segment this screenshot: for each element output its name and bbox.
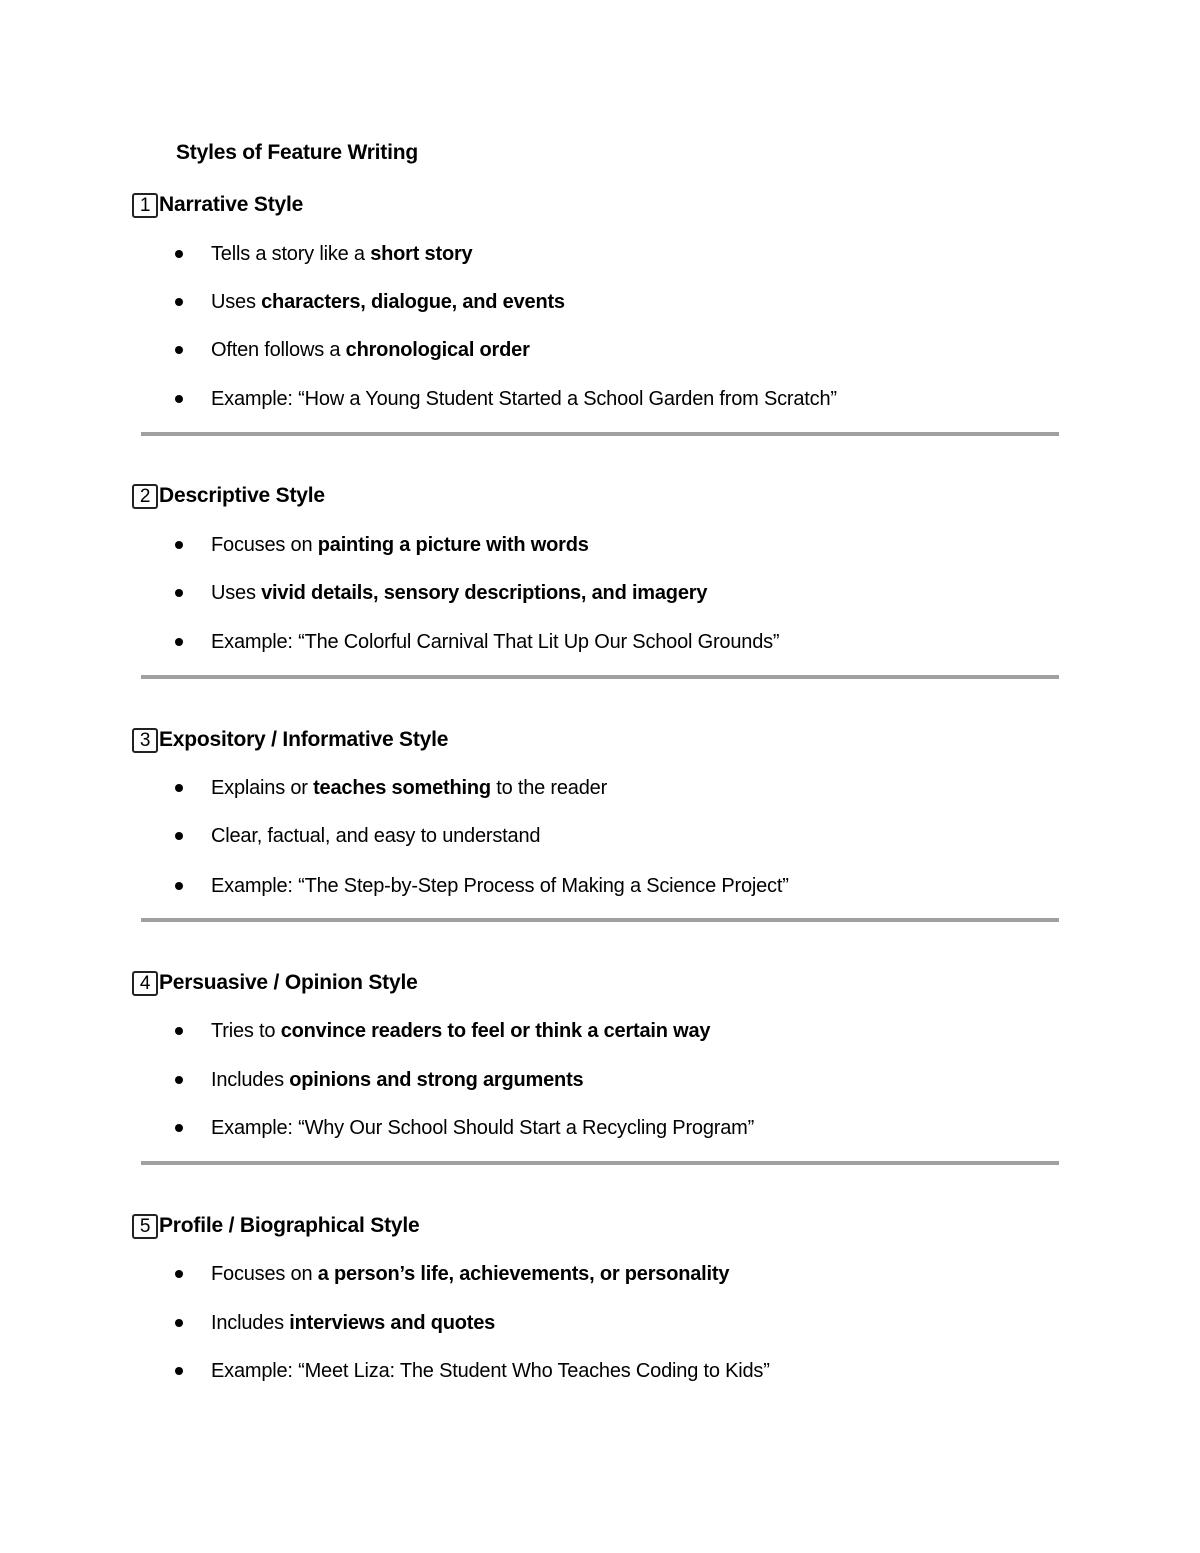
bullet-icon [175, 882, 183, 890]
section-heading-label: Profile / Biographical Style [159, 1214, 420, 1237]
section-number-badge: 2 [132, 484, 158, 509]
section-heading [132, 482, 325, 510]
section-heading [132, 1212, 419, 1240]
horizontal-divider [141, 918, 1059, 922]
section-number-badge: 3 [132, 728, 158, 753]
bullet-icon [175, 832, 183, 840]
section-heading [132, 191, 303, 219]
section-heading-label: Narrative Style [159, 193, 304, 216]
horizontal-divider [141, 432, 1059, 436]
section-heading-label: Persuasive / Opinion Style [159, 971, 418, 994]
horizontal-divider [141, 675, 1059, 679]
bullet-icon [175, 638, 183, 646]
bullet-icon [175, 1076, 183, 1084]
section-heading [132, 726, 448, 754]
bullet-icon [175, 250, 183, 258]
bullet-icon [175, 784, 183, 792]
horizontal-divider [141, 1161, 1059, 1165]
page-title: Styles of Feature Writing [176, 141, 418, 164]
section-heading-label: Descriptive Style [159, 484, 325, 507]
bullet-icon [175, 1367, 183, 1375]
bullet-icon [175, 298, 183, 306]
bullet-icon [175, 589, 183, 597]
section-heading [132, 969, 418, 997]
bullet-icon [175, 1124, 183, 1132]
bullet-icon [175, 1027, 183, 1035]
section-number-badge: 1 [132, 193, 158, 218]
bullet-icon [175, 1319, 183, 1327]
section-number-badge: 5 [132, 1214, 158, 1239]
bullet-icon [175, 541, 183, 549]
section-heading-label: Expository / Informative Style [159, 728, 449, 751]
bullet-icon [175, 395, 183, 403]
bullet-icon [175, 346, 183, 354]
bullet-icon [175, 1270, 183, 1278]
section-number-badge: 4 [132, 971, 158, 996]
